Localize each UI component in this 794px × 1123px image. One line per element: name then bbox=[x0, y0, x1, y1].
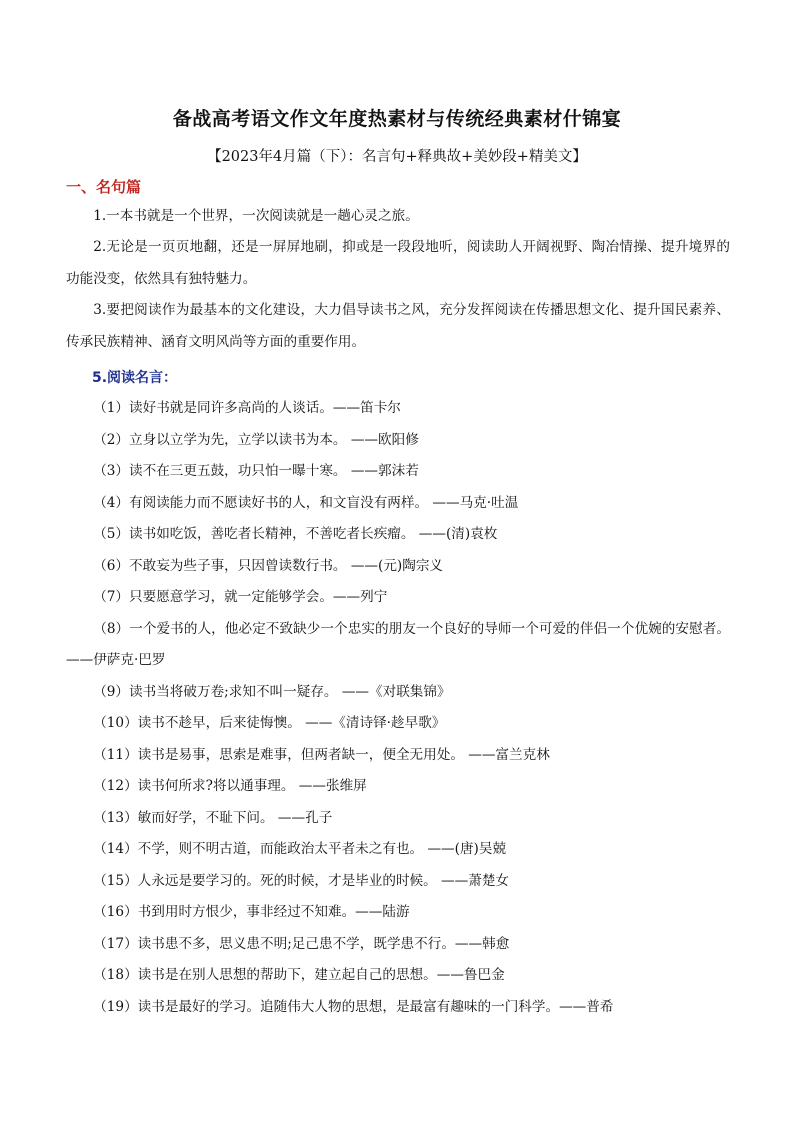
quote-item: （6）不敢妄为些子事，只因曾读数行书。 ——(元)陶宗义 bbox=[93, 557, 444, 574]
quote-item: （14）不学，则不明古道，而能政治太平者未之有也。 ——(唐)吴兢 bbox=[93, 841, 507, 857]
quote-list bbox=[66, 393, 730, 1023]
quote-item: （5）读书如吃饭，善吃者长精神，不善吃者长疾瘤。 ——(清)袁枚 bbox=[93, 526, 498, 542]
quote-item: （19）读书是最好的学习。追随伟大人物的思想，是最富有趣味的一门科学。——普希 bbox=[93, 998, 614, 1015]
quote-item: （18）读书是在别人思想的帮助下，建立起自己的思想。——鲁巴金 bbox=[93, 967, 505, 983]
quote-item: （16）书到用时方恨少，事非经过不知难。——陆游 bbox=[93, 904, 410, 920]
paragraph-3: 3.要把阅读作为最基本的文化建设，大力倡导读书之风，充分发挥阅读在传播思想文化、提升国民素养、传承民族精神、涵育文明风尚等方面的重要作用。 bbox=[66, 302, 730, 350]
quote-item: （12）读书何所求?将以通事理。 ——张维屏 bbox=[93, 778, 367, 794]
quote-item: （15）人永远是要学习的。死的时候，才是毕业的时候。 ——萧楚女 bbox=[93, 872, 510, 889]
quote-item: （11）读书是易事，思索是难事，但两者缺一，便全无用处。 ——富兰克林 bbox=[93, 746, 550, 763]
quote-item: （1）读好书就是同许多高尚的人谈话。——笛卡尔 bbox=[93, 400, 401, 416]
subsection-heading: 5.阅读名言： bbox=[92, 370, 178, 386]
document-subtitle: 【2023年4月篇（下）：名言句+释典故+美妙段+精美文】 bbox=[207, 149, 587, 165]
section-heading: 一、名句篇 bbox=[66, 178, 142, 196]
quote-item: （13）敏而好学，不耻下问。 ——孔子 bbox=[93, 809, 333, 826]
quote-item: （3）读不在三更五鼓，功只怕一曝十寒。 ——郭沫若 bbox=[93, 463, 419, 479]
quote-item: （4）有阅读能力而不愿读好书的人，和文盲没有两样。 ——马克·吐温 bbox=[93, 494, 519, 511]
quote-item: （7）只要愿意学习，就一定能够学会。——列宁 bbox=[93, 589, 388, 605]
document-title: 备战高考语文作文年度热素材与传统经典素材什锦宴 bbox=[172, 108, 622, 130]
paragraph-2: 2.无论是一页页地翻，还是一屏屏地刷，抑或是一段段地听，阅读助人开阔视野、陶冶情操、提升境界的功能没变，依然具有独特魅力。 bbox=[66, 239, 730, 287]
quote-item: （17）读书患不多，思义患不明;足己患不学，既学患不行。——韩愈 bbox=[93, 935, 510, 952]
quote-item: （8）一个爱书的人，他必定不致缺少一个忠实的朋友一个良好的导师一个可爱的伴侣一个优婉的安慰者。——伊萨克·巴罗 bbox=[66, 620, 730, 668]
quote-item: （10）读书不趁早，后来徒悔懊。 ——《清诗铎·趁早歌》 bbox=[93, 715, 446, 731]
quote-item: （2）立身以立学为先，立学以读书为本。 ——欧阳修 bbox=[93, 431, 419, 448]
paragraph-1: 1.一本书就是一个世界，一次阅读就是一趟心灵之旅。 bbox=[93, 208, 419, 224]
quote-item: （9）读书当将破万卷;求知不叫一疑存。 ——《对联集锦》 bbox=[93, 683, 451, 700]
